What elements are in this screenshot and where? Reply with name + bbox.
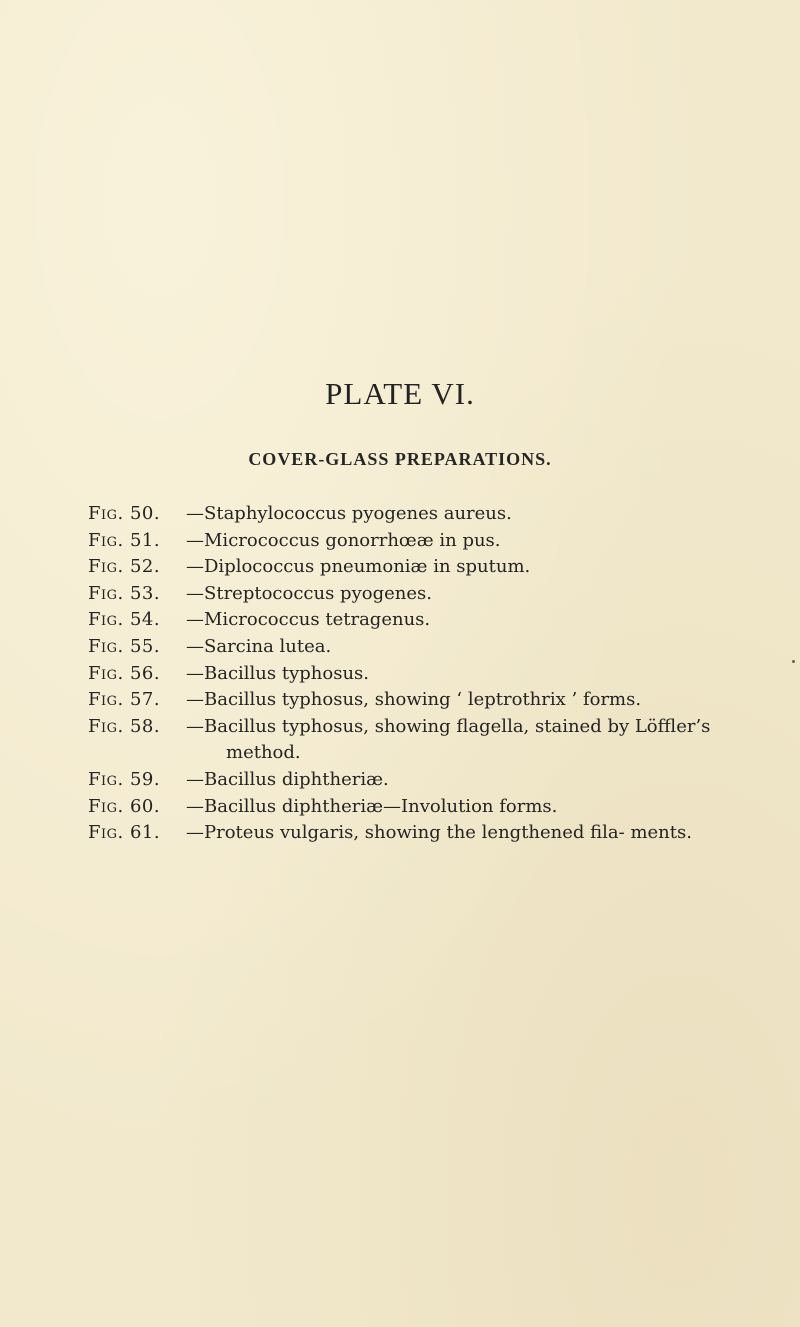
figure-item (88, 554, 778, 581)
figure-caption: —Diplococcus pneumoniæ in sputum. (186, 556, 531, 578)
figure-caption: —Staphylococcus pyogenes aureus. (186, 503, 512, 524)
figure-item (88, 820, 778, 847)
figure-caption: —Streptococcus pyogenes. (186, 582, 432, 604)
figure-list (88, 501, 778, 847)
figure-caption: —Sarcina lutea. (186, 635, 332, 657)
figure-number: 56. (129, 662, 161, 684)
figure-label: Fig. 53. (88, 582, 161, 604)
figure-number: 54. (129, 609, 161, 631)
figure-label: Fig. 61. (88, 822, 161, 844)
figure-item (88, 581, 778, 608)
figure-label: Fig. 60. (88, 795, 161, 817)
figure-caption: —Bacillus typhosus, showing ‘ leptrothrix ’ forms. (186, 689, 642, 711)
figure-label: Fig. 59. (88, 768, 161, 790)
figure-number: 50. (129, 503, 161, 524)
figure-label: Fig. 56. (88, 662, 161, 684)
figure-caption: —Proteus vulgaris, showing the lengthened fila- ments. (186, 822, 692, 844)
figure-number: 57. (129, 689, 161, 711)
figure-label: Fig. 55. (88, 635, 161, 657)
figure-item (88, 634, 778, 661)
figure-number: 53. (129, 582, 161, 604)
figure-label: Fig. 50. (88, 503, 161, 524)
figure-caption: —Micrococcus tetragenus. (186, 609, 431, 631)
figure-item (88, 528, 778, 555)
paper-speck (792, 660, 795, 663)
figure-item (88, 714, 778, 767)
plate-title: PLATE VI. (325, 376, 475, 411)
figure-item (88, 767, 778, 794)
figure-label: Fig. 54. (88, 609, 161, 631)
figure-item (88, 661, 778, 688)
figure-number: 58. (129, 715, 161, 737)
figure-label: Fig. 52. (88, 556, 161, 578)
figure-caption: —Bacillus typhosus, showing flagella, stained by Löffler’s method. (186, 715, 711, 764)
figure-number: 52. (129, 556, 161, 578)
figure-caption: —Bacillus typhosus. (186, 662, 370, 684)
figure-caption: —Micrococcus gonorrhœæ in pus. (186, 529, 501, 551)
figure-label: Fig. 51. (88, 529, 161, 551)
figure-caption: —Bacillus diphtheriæ. (186, 768, 389, 790)
figure-item (88, 607, 778, 634)
figure-item (88, 687, 778, 714)
figure-item (88, 794, 778, 821)
figure-number: 51. (129, 529, 161, 551)
figure-number: 59. (129, 768, 161, 790)
figure-label: Fig. 58. (88, 715, 161, 737)
figure-label: Fig. 57. (88, 689, 161, 711)
figure-number: 60. (129, 795, 161, 817)
figure-caption: —Bacillus diphtheriæ—Involution forms. (186, 795, 558, 817)
figure-number: 61. (129, 822, 161, 844)
figure-item (88, 501, 778, 528)
plate-subtitle: COVER-GLASS PREPARATIONS. (248, 449, 552, 469)
figure-number: 55. (129, 635, 161, 657)
